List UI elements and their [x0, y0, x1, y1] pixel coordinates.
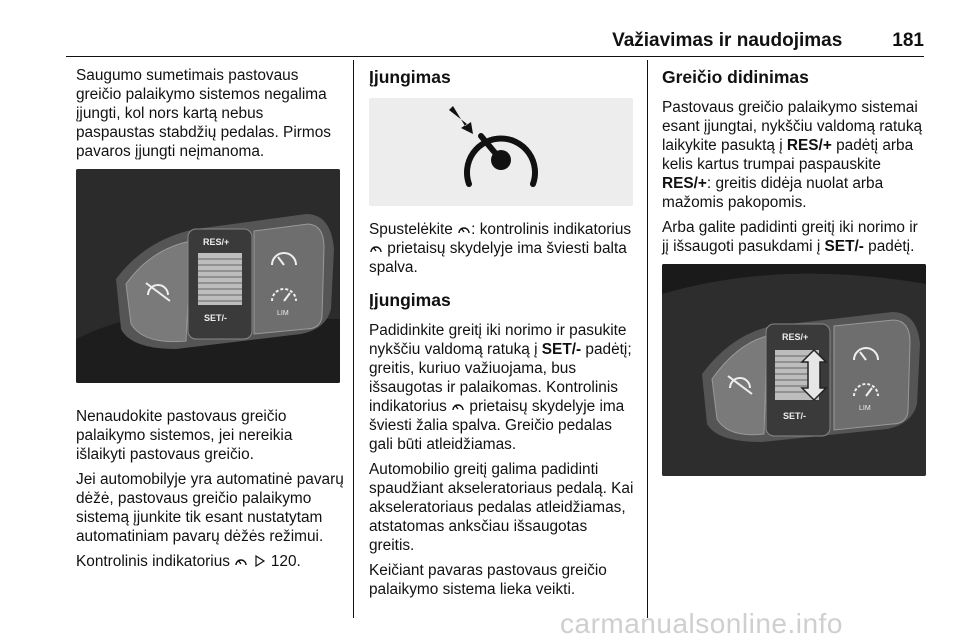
header-rule: [66, 56, 924, 57]
paragraph-gear-change: Keičiant pavaras pastovaus greičio palaikymo sistema lieka veikti.: [369, 562, 607, 598]
lim-label-2: LIM: [859, 405, 871, 412]
section-heading-activation: Įjungimas: [369, 67, 451, 87]
column-2: [369, 66, 635, 605]
reference-arrow-icon: [253, 555, 267, 567]
paragraph-set-speed: Padidinkite greitį iki norimo ir pasukite nykščiu valdomą ratuką į SET/- padėtį; greitis, kuriuo važiuojama, bus išsaugotas ir palaikomas. Kontrolinis indikatorius prietaisų skydelyje ima šviesti žalia spalva. Greičio pedalas gali būti atleidžiamas.: [369, 322, 632, 453]
res-label-2: RES/+: [782, 332, 809, 342]
cruise-control-inline-icon: [451, 400, 465, 412]
paragraph-indicator: Kontrolinis indikatorius 120.: [76, 553, 301, 570]
paragraph-set-alternative: Arba galite padidinti greitį iki norimo ir jį išsaugoti pasukdami į SET/- padėtį.: [662, 219, 918, 255]
cruise-control-symbol-icon: [441, 102, 561, 202]
paragraph-automatic: Jei automobilyje yra automatinė pavarų dėžė, pastovaus greičio palaikymo sistemą įjunkite tik esant nustatytam automatiniam pavarų dėžės režimui.: [76, 471, 344, 545]
section-heading-increase-speed: Greičio didinimas: [662, 67, 809, 87]
cruise-control-inline-icon: [457, 223, 471, 235]
set-label-2: SET/-: [783, 411, 807, 421]
lim-label: LIM: [277, 310, 289, 317]
column-3: [662, 66, 928, 476]
paragraph-press-button: Spustelėkite : kontrolinis indikatorius prietaisų skydelyje ima šviesti balta spalva.: [369, 221, 632, 276]
page-header: [560, 30, 924, 58]
paragraph-accelerate: Automobilio greitį galima padidinti spaudžiant akseleratoriaus pedalą. Kai akseleratoriaus pedalas atleidžiamas, atstatomas anksčiau išsaugotas greitis.: [369, 461, 634, 554]
cruise-control-button-illustration: [369, 98, 633, 206]
watermark: carmanualsonline.info: [560, 608, 843, 639]
page-number: 181: [892, 30, 924, 51]
column-divider-1: [353, 60, 354, 618]
thumbwheel-rotation-drawing: [662, 264, 926, 476]
paragraph-res: Pastovaus greičio palaikymo sistemai esant įjungtai, nykščiu valdomą ratuką laikykite pasuktą į RES/+ padėtį arba kelis kartus trumpai paspauskite RES/+: greitis didėja nuolat arba mažomis pakopomis.: [662, 99, 923, 211]
column-divider-2: [647, 60, 648, 618]
section-heading-activation-2: Įjungimas: [369, 290, 451, 310]
thumbwheel-rotation-image: [662, 264, 926, 476]
steering-wheel-controls-image: [76, 169, 340, 383]
cruise-control-inline-icon: [369, 242, 383, 254]
cruise-control-indicator-icon: [234, 555, 248, 567]
res-label: RES/+: [203, 237, 230, 247]
steering-wheel-controls-drawing: [76, 169, 340, 383]
paragraph-usage: Nenaudokite pastovaus greičio palaikymo sistemos, jei nereikia išlaikyti pastovaus greičio.: [76, 408, 293, 463]
set-label: SET/-: [204, 313, 228, 323]
page-title: Važiavimas ir naudojimas: [612, 30, 843, 51]
column-1: [76, 66, 344, 577]
paragraph-safety: Saugumo sumetimais pastovaus greičio palaikymo sistemos negalima įjungti, kol nors kartą nebus paspaustas stabdžių pedalas. Pirmos pavaros įjungti neįmanoma.: [76, 67, 331, 160]
